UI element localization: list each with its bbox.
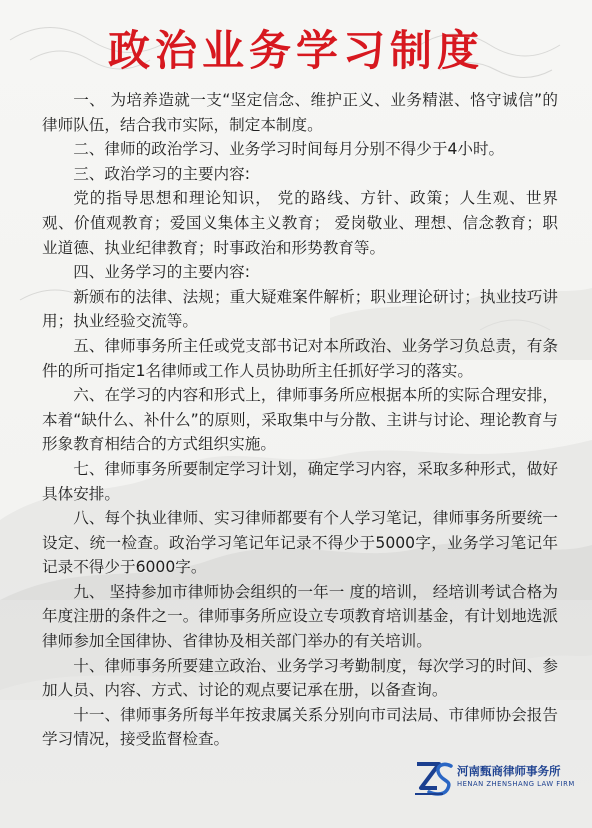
paragraph-9: 七、律师事务所要制定学习计划，确定学习内容，采取多种形式，做好具体安排。 [42, 459, 558, 503]
paragraph-6: 新颁布的法律、法规；重大疑难案件解析；职业理论研讨；执业技巧讲用；执业经验交流等。 [42, 287, 558, 331]
page-title: 政治业务学习制度 [107, 26, 484, 75]
paragraph-3: 三、政治学习的主要内容: [73, 164, 250, 183]
paragraph-5: 四、业务学习的主要内容: [73, 263, 250, 282]
regulation-body [42, 88, 558, 752]
law-firm-logo [413, 758, 583, 798]
paragraph-4: 党的指导思想和理论知识， 党的路线、方针、政策；人生观、世界观、价值观教育；爱国义集体主义教育； 爱岗敬业、理想、信念教育；职业道德、执业纪律教育；时事政治和形势教育等。 [42, 189, 558, 257]
firm-name-chinese: 河南甄商律师事务所 [457, 764, 561, 778]
paragraph-10: 八、每个执业律师、实习律师都要有个人学习笔记，律师事务所要统一设定、统一检查。政治学习笔记年记录不得少于5000字，业务学习笔记年记录不得少于6000字。 [42, 509, 558, 577]
paragraph-1: 一、 为培养造就一支“坚定信念、维护正义、业务精湛、恪守诚信”的律师队伍，结合我市实际，制定本制度。 [42, 91, 558, 134]
paragraph-12: 十、律师事务所要建立政治、业务学习考勤制度，每次学习的时间、参加人员、内容、方式、讨论的观点要记承在册，以备查询。 [42, 656, 558, 700]
firm-name-english: HENAN ZHENSHANG LAW FIRM [457, 780, 575, 788]
paragraph-8: 六、在学习的内容和形式上，律师事务所应根据本所的实际合理安排，本着“缺什么、补什么”的原则，采取集中与分散、主讲与讨论、理论教育与形象教育相结合的方式组织实施。 [42, 386, 558, 454]
paragraph-7: 五、律师事务所主任或党支部书记对本所政治、业务学习负总责，有条件的所可指定1名律师或工作人员协助所主任抓好学习的落实。 [42, 336, 558, 380]
paragraph-13: 十一、律师事务所每半年按隶属关系分别向市司法局、市律师协会报告学习情况，接受监督检查。 [42, 705, 558, 749]
paragraph-2: 二、律师的政治学习、业务学习时间每月分别不得少于4小时。 [73, 140, 505, 159]
zs-logo-icon [413, 758, 455, 798]
paragraph-11: 九、 坚持参加市律师协会组织的一年一 度的培训， 经培训考试合格为年度注册的条件之一。律师事务所应设立专项教育培训基金，有计划地选派律师参加全国律协、省律协及相关部门举办的有关培训。 [42, 582, 558, 651]
